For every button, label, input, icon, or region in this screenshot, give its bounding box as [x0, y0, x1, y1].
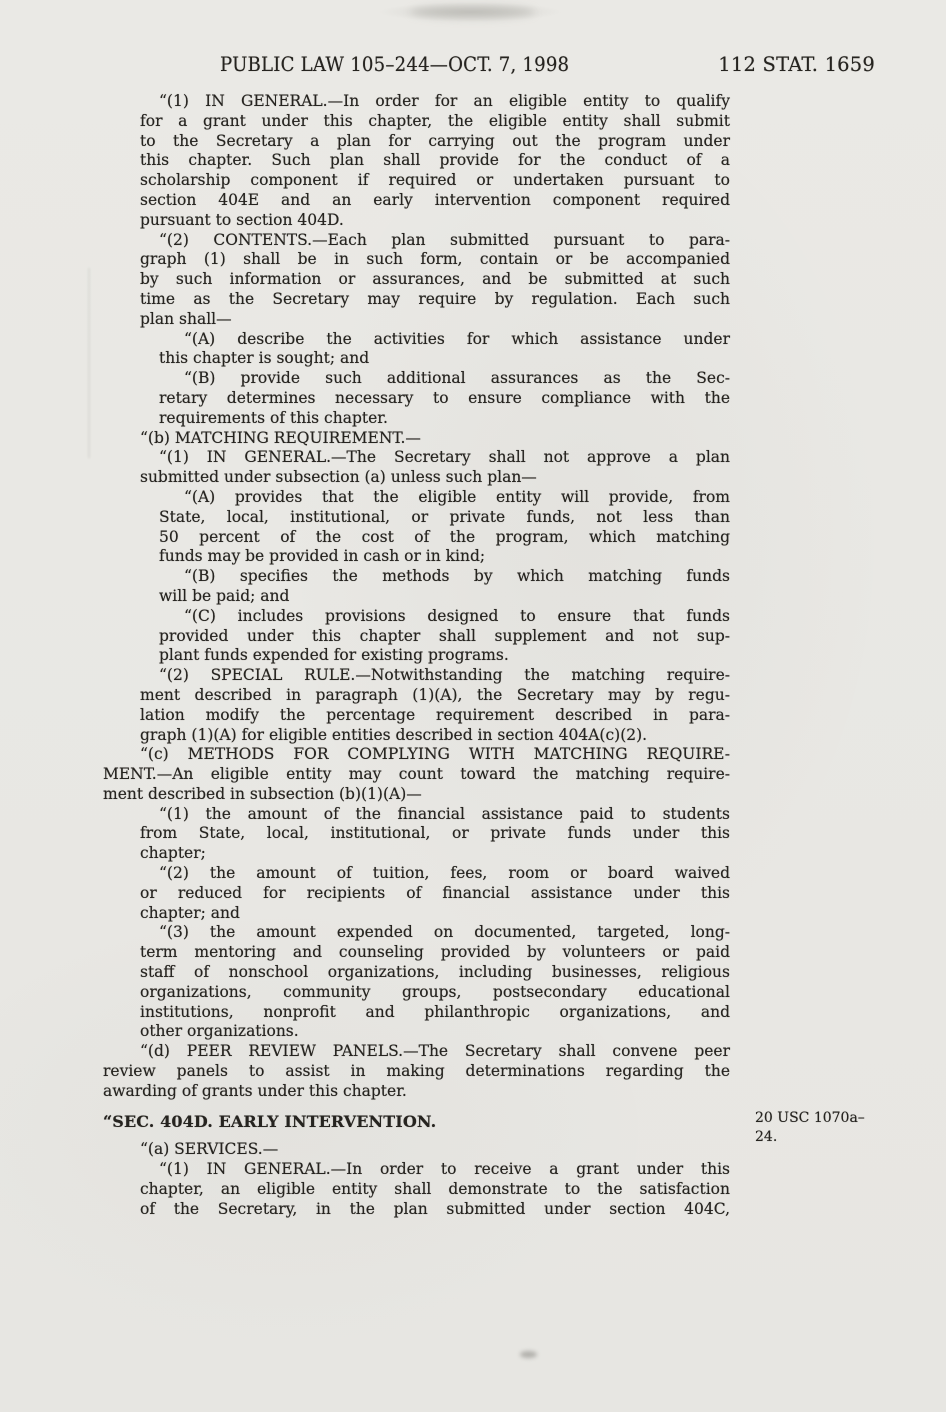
- statute-line: scholarship component if required or undertaken pursuant to: [140, 171, 730, 190]
- statute-line: “(2) the amount of tuition, fees, room or board waived: [159, 864, 730, 883]
- statute-line: 50 percent of the cost of the program, which matching: [159, 527, 730, 546]
- scan-artifact-streak: [88, 268, 90, 458]
- statute-line: “(b) MATCHING REQUIREMENT.—: [140, 428, 421, 447]
- statute-line: “(c) METHODS FOR COMPLYING WITH MATCHING REQUIRE-: [140, 745, 730, 764]
- statute-line: of the Secretary, in the plan submitted under section 404C,: [140, 1199, 730, 1218]
- scan-artifact-speck: [520, 1351, 537, 1358]
- statute-line: “(1) the amount of the financial assistance paid to students: [159, 804, 730, 823]
- statute-line: graph (1)(A) for eligible entities described in section 404A(c)(2).: [140, 725, 648, 744]
- statute-line: this chapter. Such plan shall provide for the conduct of a: [140, 151, 730, 170]
- statute-line: “(1) IN GENERAL.—The Secretary shall not approve a plan: [159, 448, 730, 467]
- statute-line: “(A) describe the activities for which assistance under: [184, 329, 730, 348]
- statute-line: “(C) includes provisions designed to ensure that funds: [184, 606, 730, 625]
- statute-line: “(1) IN GENERAL.—In order to receive a grant under this: [159, 1160, 730, 1179]
- statute-line: “(2) CONTENTS.—Each plan submitted pursuant to para-: [159, 230, 730, 249]
- statute-line: lation modify the percentage requirement described in para-: [140, 705, 730, 724]
- statute-line: retary determines necessary to ensure compliance with the: [159, 388, 730, 407]
- statute-line: plant funds expended for existing programs.: [159, 646, 509, 665]
- statute-line: MENT.—An eligible entity may count toward the matching require-: [103, 765, 730, 784]
- statute-line: to the Secretary a plan for carrying out the program under: [140, 131, 730, 150]
- statute-line: “(a) SERVICES.—: [140, 1140, 279, 1159]
- statute-line: “(A) provides that the eligible entity will provide, from: [184, 487, 730, 506]
- statute-line: term mentoring and counseling provided by volunteers or paid: [140, 943, 730, 962]
- statute-line: other organizations.: [140, 1022, 299, 1041]
- statute-line: staff of nonschool organizations, including businesses, religious: [140, 963, 730, 982]
- running-head-law-title: PUBLIC LAW 105–244—OCT. 7, 1998: [220, 53, 570, 76]
- statute-line: funds may be provided in cash or in kind;: [159, 547, 486, 566]
- margin-note-line: 20 USC 1070a–: [755, 1110, 865, 1126]
- statute-line: “(3) the amount expended on documented, targeted, long-: [159, 923, 730, 942]
- statute-line: section 404E and an early intervention component required: [140, 190, 730, 209]
- statute-line: will be paid; and: [159, 586, 290, 605]
- statute-line: State, local, institutional, or private funds, not less than: [159, 507, 730, 526]
- statute-line: “(1) IN GENERAL.—In order for an eligible entity to qualify: [159, 92, 730, 110]
- statute-line: provided under this chapter shall supplement and not sup-: [159, 626, 730, 645]
- statute-line: this chapter is sought; and: [159, 349, 370, 368]
- statute-line: “(d) PEER REVIEW PANELS.—The Secretary shall convene peer: [140, 1042, 730, 1061]
- scan-artifact-smudge: [410, 5, 535, 19]
- statute-line: plan shall—: [140, 309, 232, 328]
- statute-line: submitted under subsection (a) unless such plan—: [140, 468, 537, 487]
- statute-line: ment described in paragraph (1)(A), the Secretary may by regu-: [140, 685, 730, 704]
- statute-line: chapter, an eligible entity shall demonstrate to the satisfaction: [140, 1180, 730, 1199]
- statute-line: for a grant under this chapter, the eligible entity shall submit: [140, 111, 730, 130]
- statute-line: “(B) specifies the methods by which matching funds: [184, 567, 730, 586]
- statute-line: from State, local, institutional, or private funds under this: [140, 824, 730, 843]
- statute-line: awarding of grants under this chapter.: [103, 1081, 407, 1100]
- statute-line: chapter;: [140, 844, 206, 863]
- statute-line: chapter; and: [140, 903, 240, 922]
- statute-line: requirements of this chapter.: [159, 408, 388, 427]
- statute-line: “(B) provide such additional assurances as the Sec-: [184, 369, 730, 388]
- statute-line: or reduced for recipients of financial assistance under this: [140, 883, 730, 902]
- statute-line: organizations, community groups, postsecondary educational: [140, 982, 730, 1001]
- statute-text: [103, 92, 730, 1220]
- statute-line: time as the Secretary may require by regulation. Each such: [140, 289, 730, 308]
- running-head-stat-number: 112 STAT. 1659: [718, 53, 875, 76]
- statute-line: review panels to assist in making determinations regarding the: [103, 1062, 730, 1081]
- statute-line: ment described in subsection (b)(1)(A)—: [103, 784, 422, 803]
- statute-line: “(2) SPECIAL RULE.—Notwithstanding the matching require-: [159, 666, 730, 685]
- margin-note-line: 24.: [755, 1129, 778, 1145]
- section-heading: “SEC. 404D. EARLY INTERVENTION.: [103, 1111, 437, 1131]
- statute-line: pursuant to section 404D.: [140, 210, 344, 229]
- statute-line: institutions, nonprofit and philanthropic organizations, and: [140, 1002, 730, 1021]
- uscode-margin-note: [755, 1109, 885, 1147]
- statute-line: by such information or assurances, and be submitted at such: [140, 270, 730, 289]
- statute-line: graph (1) shall be in such form, contain or be accompanied: [140, 250, 730, 269]
